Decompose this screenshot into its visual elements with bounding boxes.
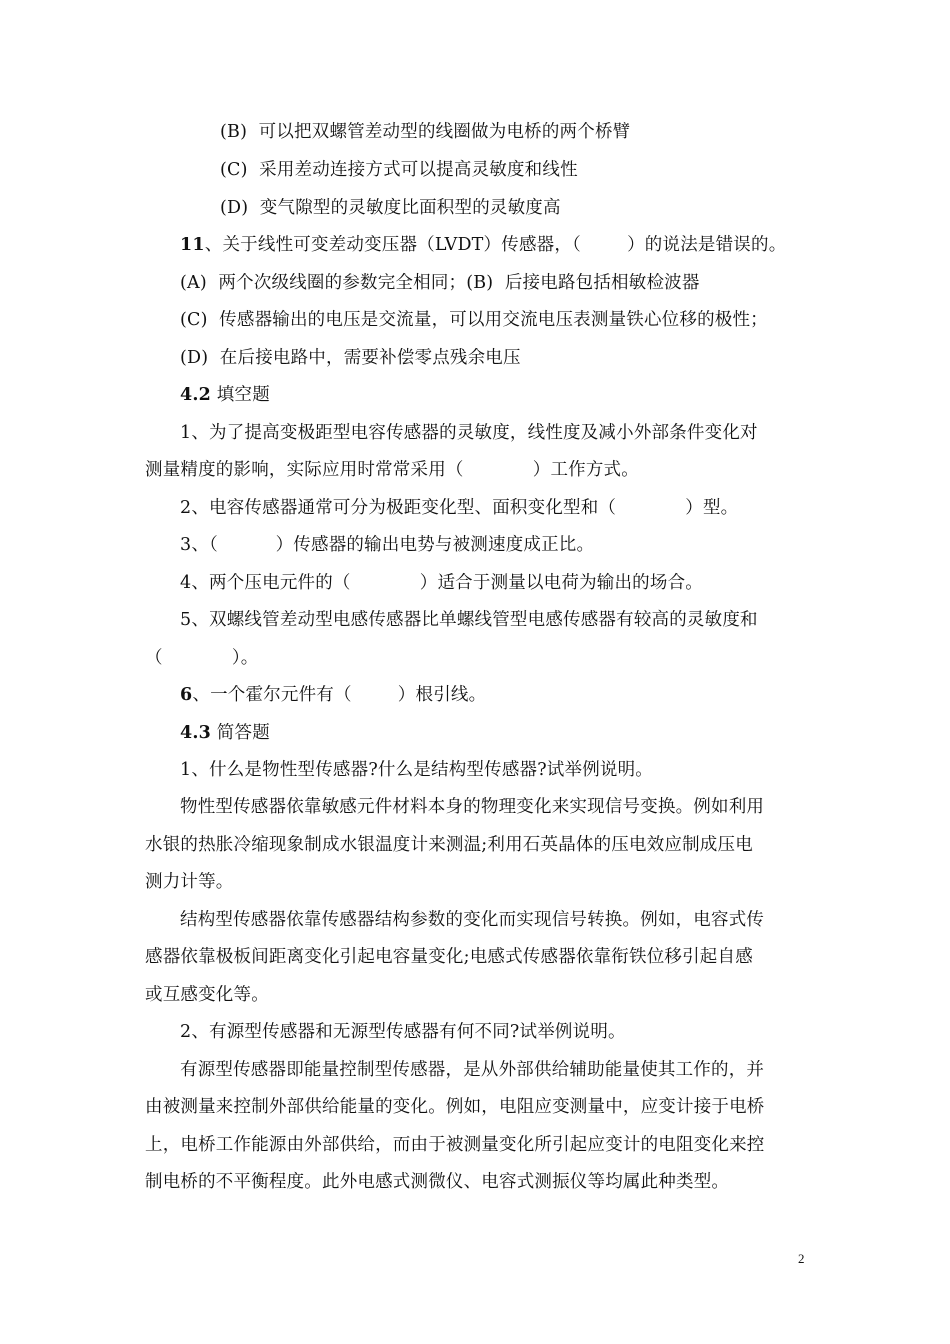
answer-1-para2-line2: 感器依靠极板间距离变化引起电容量变化;电感式传感器依靠衔铁位移引起自感 <box>145 947 753 967</box>
section-number: 4.2 <box>180 385 212 405</box>
fill-q1-line2: 测量精度的影响，实际应用时常常采用（ ）工作方式。 <box>145 460 639 480</box>
answer-2-line2: 由被测量来控制外部供给能量的变化。例如，电阻应变测量中，应变计接于电桥 <box>145 1097 765 1117</box>
answer-1-para1-line2: 水银的热胀冷缩现象制成水银温度计来测温;利用石英晶体的压电效应制成压电 <box>145 835 753 855</box>
answer-1-para1-line3: 测力计等。 <box>145 872 234 892</box>
option-c-q11: (C) 传感器输出的电压是交流量，可以用交流电压表测量铁心位移的极性； <box>180 310 768 330</box>
page-number: 2 <box>798 1251 805 1266</box>
answer-2-line4: 制电桥的不平衡程度。此外电感式测微仪、电容式测振仪等均属此种类型。 <box>145 1172 730 1192</box>
option-c-q10: (C) 采用差动连接方式可以提高灵敏度和线性 <box>220 160 578 180</box>
section-heading-short-answer <box>180 722 270 744</box>
fill-q5-line1: 5、双螺线管差动型电感传感器比单螺线管型电感传感器有较高的灵敏度和 <box>180 610 758 630</box>
answer-1-para2-line1: 结构型传感器依靠传感器结构参数的变化而实现信号转换。例如，电容式传 <box>180 910 765 930</box>
section-title: 填空题 <box>211 385 270 405</box>
fill-q6-number: 6 <box>180 685 193 705</box>
fill-q5-line2: （ ）。 <box>145 648 259 668</box>
answer-1-para1-line1: 物性型传感器依靠敏感元件材料本身的物理变化来实现信号变换。例如利用 <box>180 797 765 817</box>
fill-q4: 4、两个压电元件的（ ）适合于测量以电荷为输出的场合。 <box>180 573 703 593</box>
option-d-q10: (D) 变气隙型的灵敏度比面积型的灵敏度高 <box>220 198 561 218</box>
option-b-q10: (B) 可以把双螺管差动型的线圈做为电桥的两个桥臂 <box>220 122 631 142</box>
section-title: 简答题 <box>211 723 270 743</box>
section-number: 4.3 <box>180 723 212 743</box>
question-11 <box>180 234 786 256</box>
option-d-q11: (D) 在后接电路中，需要补偿零点残余电压 <box>180 348 521 368</box>
fill-q3: 3、（ ）传感器的输出电势与被测速度成正比。 <box>180 535 595 555</box>
short-q1: 1、什么是物性型传感器?什么是结构型传感器?试举例说明。 <box>180 760 653 780</box>
fill-q2: 2、电容传感器通常可分为极距变化型、面积变化型和（ ）型。 <box>180 498 739 518</box>
question-11-text: 、关于线性可变差动变压器（LVDT）传感器，（ ）的说法是错误的。 <box>204 235 787 255</box>
fill-q1-line1: 1、为了提高变极距型电容传感器的灵敏度，线性度及减小外部条件变化对 <box>180 423 758 443</box>
fill-q6 <box>180 684 486 706</box>
answer-2-line3: 上，电桥工作能源由外部供给，而由于被测量变化所引起应变计的电阻变化来控 <box>145 1135 765 1155</box>
question-11-number: 11 <box>180 235 205 255</box>
answer-2-line1: 有源型传感器即能量控制型传感器，是从外部供给辅助能量使其工作的，并 <box>180 1060 765 1080</box>
fill-q6-text: 、一个霍尔元件有（ ）根引线。 <box>192 685 487 705</box>
section-heading-fill-in <box>180 384 270 406</box>
option-a-b-q11: (A) 两个次级线圈的参数完全相同；(B) 后接电路包括相敏检波器 <box>180 273 700 293</box>
answer-1-para2-line3: 或互感变化等。 <box>145 985 269 1005</box>
short-q2: 2、有源型传感器和无源型传感器有何不同?试举例说明。 <box>180 1022 626 1042</box>
